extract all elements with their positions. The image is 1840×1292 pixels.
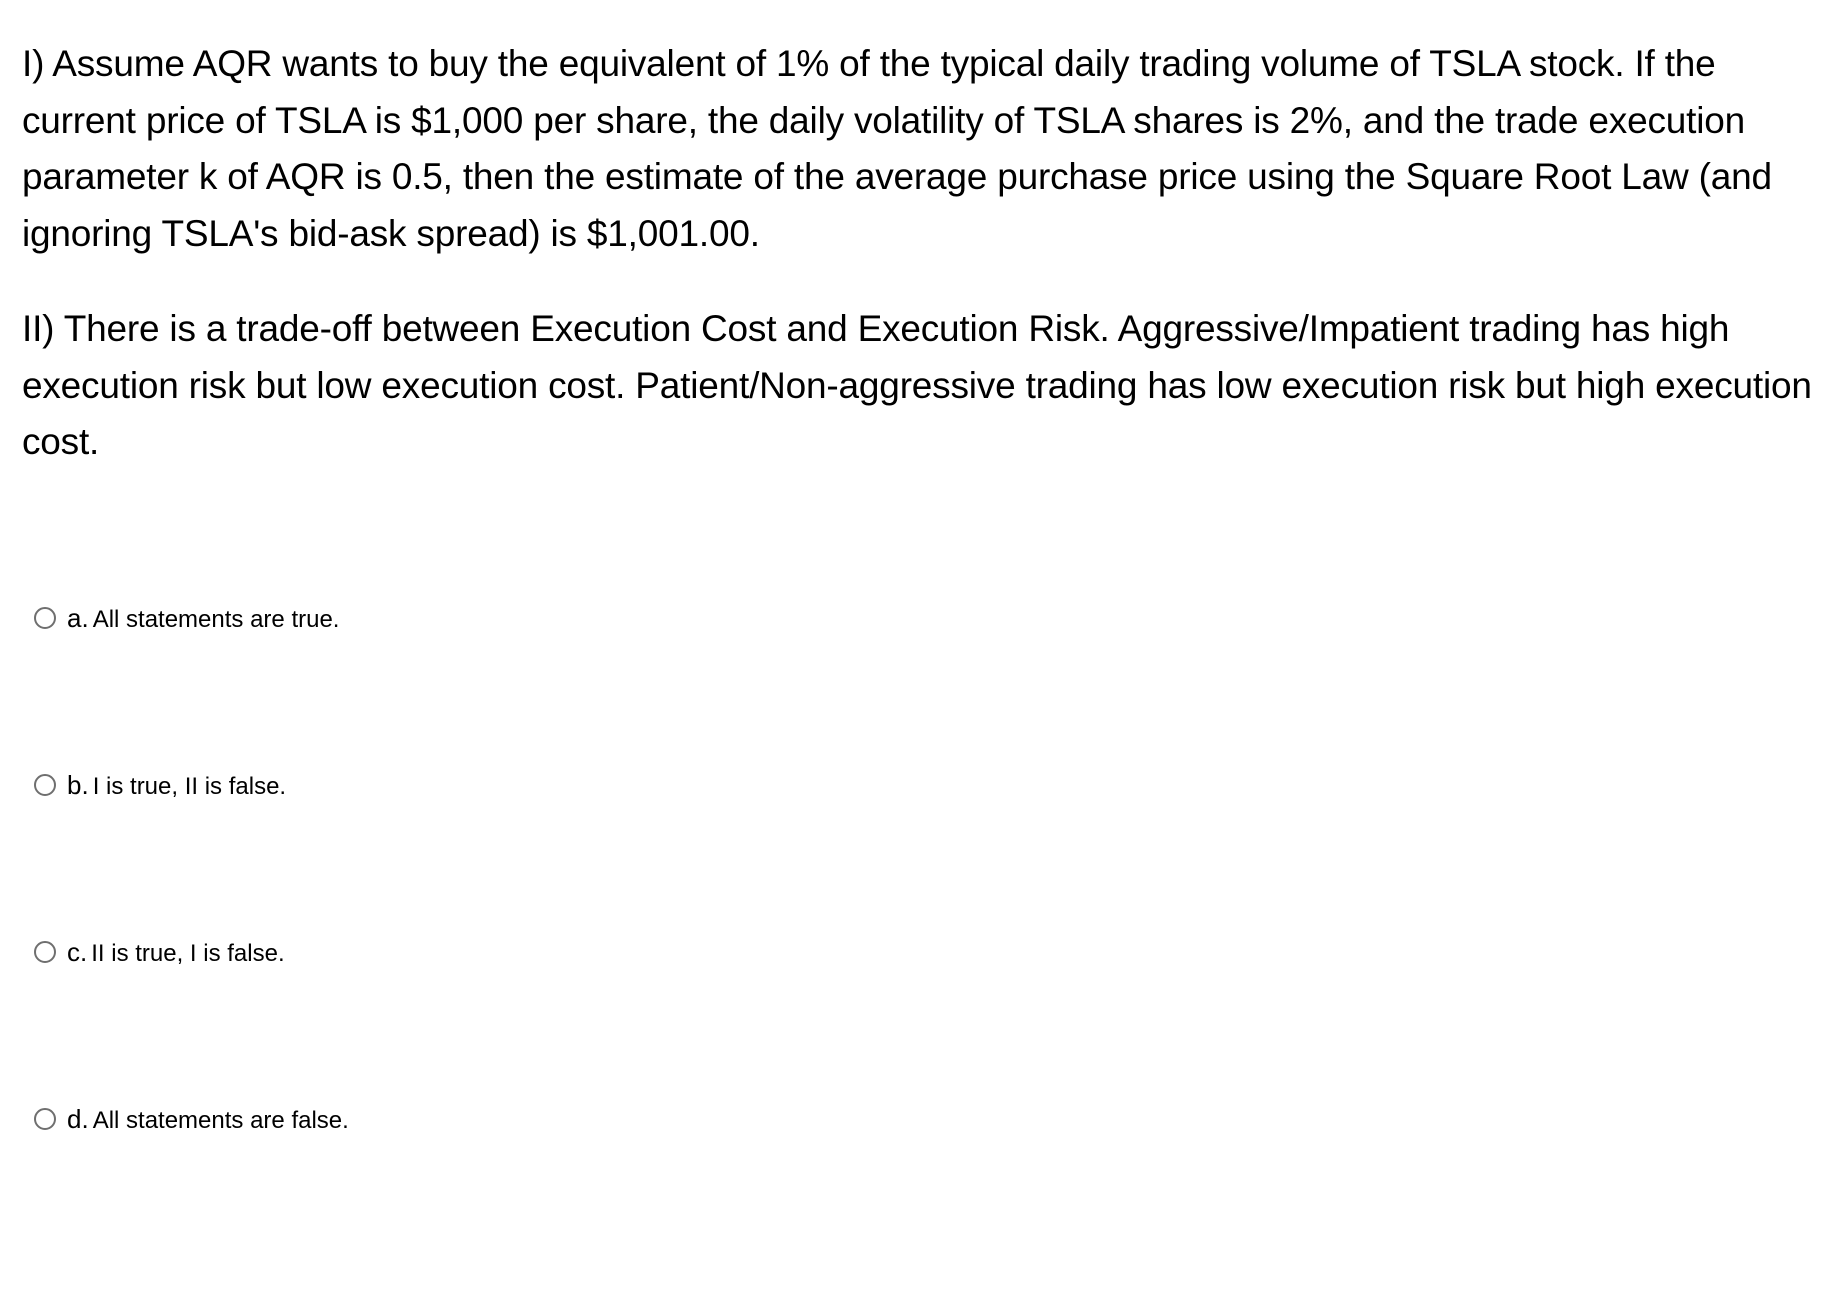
statement-2: II) There is a trade-off between Execution Cost and Execution Risk. Aggressive/Impatient trading has high execution risk but low execution cost. Patient/Non-aggressive trading has low execution risk but high execution cost. bbox=[22, 308, 1812, 462]
radio-button-a[interactable] bbox=[34, 607, 56, 629]
radio-button-b[interactable] bbox=[34, 774, 56, 796]
option-c-label: II is true, I is false. bbox=[91, 939, 285, 967]
option-b[interactable] bbox=[34, 768, 286, 802]
radio-button-d[interactable] bbox=[34, 1108, 56, 1130]
option-c-letter: c. bbox=[67, 936, 88, 967]
option-a-letter: a. bbox=[67, 602, 89, 633]
option-a-text[interactable] bbox=[67, 603, 339, 634]
option-d[interactable] bbox=[34, 1102, 349, 1136]
option-b-text[interactable] bbox=[67, 770, 286, 801]
option-c-text[interactable] bbox=[67, 937, 285, 968]
option-a[interactable] bbox=[34, 601, 339, 635]
option-d-letter: d. bbox=[67, 1103, 89, 1134]
option-d-text[interactable] bbox=[67, 1104, 349, 1135]
statement-1: I) Assume AQR wants to buy the equivalent of 1% of the typical daily trading volume of TSLA stock. If the current price of TSLA is $1,000 per share, the daily volatility of TSLA shares is 2%, and the trade execution parameter k of AQR is 0.5, then the estimate of the average purchase price using the Square Root Law (and ignoring TSLA's bid-ask spread) is $1,001.00. bbox=[22, 43, 1772, 254]
option-c[interactable] bbox=[34, 935, 285, 969]
option-d-label: All statements are false. bbox=[92, 1106, 349, 1134]
question-text bbox=[22, 36, 1822, 471]
option-b-letter: b. bbox=[67, 769, 89, 800]
option-b-label: I is true, II is false. bbox=[92, 772, 287, 800]
option-a-label: All statements are true. bbox=[92, 605, 340, 633]
radio-button-c[interactable] bbox=[34, 941, 56, 963]
